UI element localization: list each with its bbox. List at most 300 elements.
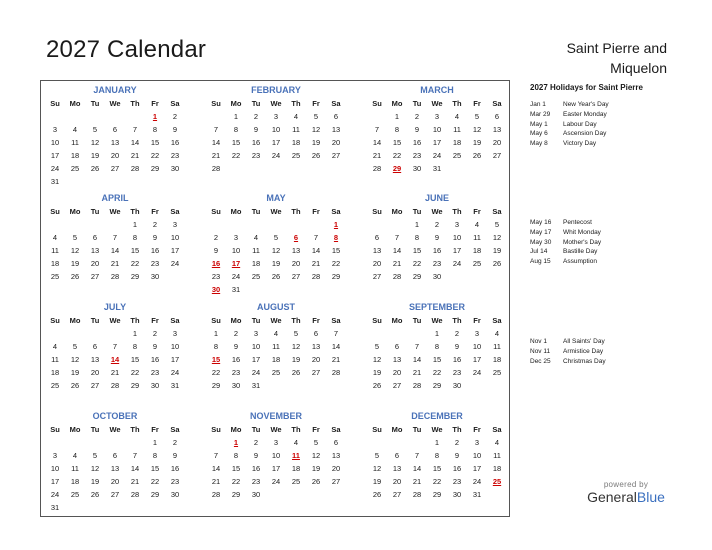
- empty-cell: [85, 327, 105, 340]
- day-cell: 12: [311, 451, 321, 460]
- empty-cell: [165, 501, 185, 514]
- day-cell: 19: [291, 355, 301, 364]
- day-cell: 31: [472, 490, 482, 499]
- day-cell: 8: [152, 451, 158, 460]
- empty-cell: [326, 162, 346, 175]
- day-cell: 24: [50, 490, 60, 499]
- weekday-label: Tu: [412, 207, 422, 216]
- weekday-label: Sa: [170, 207, 180, 216]
- week-row: [45, 175, 185, 188]
- empty-cell: [45, 436, 65, 449]
- day-cell: 1: [394, 112, 400, 121]
- weekday-label: Mo: [230, 425, 242, 434]
- holiday-item: [530, 110, 609, 120]
- day-cell: 17: [170, 246, 180, 255]
- day-cell: 5: [72, 342, 78, 351]
- day-cell: 21: [311, 259, 321, 268]
- day-cell: 7: [213, 125, 219, 134]
- week-row: [206, 488, 346, 501]
- empty-cell: [165, 175, 185, 188]
- day-cell: 11: [453, 125, 461, 134]
- day-cell: 26: [472, 151, 482, 160]
- day-cell: 7: [333, 329, 339, 338]
- day-cell: 10: [170, 233, 180, 242]
- month-september: [367, 300, 507, 392]
- empty-cell: [65, 327, 85, 340]
- empty-cell: [467, 270, 487, 283]
- week-row: [45, 462, 185, 475]
- day-cell: 25: [70, 164, 80, 173]
- day-cell: 7: [112, 233, 118, 242]
- weekday-label: Tu: [90, 207, 100, 216]
- empty-cell: [226, 218, 246, 231]
- weekday-label: Th: [291, 99, 301, 108]
- day-cell: 8: [152, 125, 158, 134]
- week-row: [45, 488, 185, 501]
- day-cell: 24: [271, 477, 281, 486]
- empty-cell: [246, 218, 266, 231]
- day-cell: 13: [90, 246, 100, 255]
- day-cell: 12: [311, 125, 321, 134]
- day-cell: 2: [414, 112, 420, 121]
- day-cell: 25: [291, 151, 301, 160]
- weekday-label: We: [431, 316, 443, 325]
- day-cell: 28: [130, 164, 140, 173]
- weekday-label: Fr: [312, 425, 320, 434]
- day-cell: 22: [412, 259, 422, 268]
- day-cell: 2: [253, 112, 259, 121]
- week-row: [206, 462, 346, 475]
- day-cell: 13: [331, 125, 341, 134]
- country-line-1: Saint Pierre and: [566, 40, 667, 56]
- day-cell: 16: [452, 464, 462, 473]
- day-cell: 10: [170, 342, 180, 351]
- week-row: [45, 244, 185, 257]
- week-row: [367, 123, 507, 136]
- day-cell: 10: [50, 464, 60, 473]
- day-cell: 23: [231, 368, 241, 377]
- day-cell: 22: [130, 259, 140, 268]
- empty-cell: [125, 436, 145, 449]
- day-cell: 9: [233, 342, 239, 351]
- day-cell: 22: [432, 477, 442, 486]
- day-cell: 23: [170, 151, 180, 160]
- empty-cell: [286, 379, 306, 392]
- day-cell: 24: [472, 477, 482, 486]
- weekday-label: Fr: [473, 425, 481, 434]
- day-cell: 8: [233, 125, 239, 134]
- day-cell: 12: [70, 246, 80, 255]
- day-cell: 1: [213, 329, 219, 338]
- weekday-header: [206, 205, 346, 218]
- day-cell: 15: [331, 246, 341, 255]
- day-cell: 10: [50, 138, 60, 147]
- day-cell: 7: [132, 451, 138, 460]
- day-cell: 3: [273, 438, 279, 447]
- day-cell: 9: [213, 246, 219, 255]
- weekday-label: Su: [372, 207, 382, 216]
- day-cell: 1: [414, 220, 420, 229]
- day-cell: 20: [392, 368, 402, 377]
- day-cell: 31: [251, 381, 261, 390]
- weekday-label: We: [109, 425, 121, 434]
- empty-cell: [226, 162, 246, 175]
- week-row: [367, 270, 507, 283]
- day-cell: 21: [211, 477, 221, 486]
- day-cell: 7: [132, 125, 138, 134]
- empty-cell: [105, 110, 125, 123]
- day-cell: 6: [313, 329, 319, 338]
- weekday-header: [367, 205, 507, 218]
- week-row: [206, 110, 346, 123]
- weekday-label: Su: [372, 425, 382, 434]
- day-cell: 5: [374, 451, 380, 460]
- day-cell: 12: [372, 355, 382, 364]
- weekday-label: Mo: [69, 207, 81, 216]
- week-row: [206, 162, 346, 175]
- month-november: [206, 409, 346, 501]
- day-cell: 5: [313, 112, 319, 121]
- weekday-label: Tu: [412, 425, 422, 434]
- day-cell: 21: [412, 368, 422, 377]
- weekday-label: Mo: [230, 99, 242, 108]
- holiday-date: Nov 11: [530, 347, 551, 355]
- empty-cell: [467, 162, 487, 175]
- day-cell: 23: [251, 477, 261, 486]
- weekday-label: Fr: [151, 425, 159, 434]
- day-cell: 24: [231, 272, 241, 281]
- holiday-item: [530, 218, 601, 228]
- holiday-list: [530, 218, 601, 267]
- day-cell: 8: [132, 233, 138, 242]
- day-cell: 4: [494, 438, 500, 447]
- week-row: [45, 218, 185, 231]
- weekday-label: Sa: [492, 425, 502, 434]
- weekday-label: Mo: [391, 425, 403, 434]
- holiday-day-cell: 30: [211, 285, 221, 294]
- day-cell: 19: [90, 151, 100, 160]
- day-cell: 27: [90, 272, 100, 281]
- day-cell: 1: [233, 112, 239, 121]
- day-cell: 16: [432, 246, 442, 255]
- holiday-name: New Year's Day: [563, 101, 609, 108]
- holiday-item: [530, 139, 609, 149]
- week-row: [367, 366, 507, 379]
- day-cell: 17: [472, 464, 482, 473]
- day-cell: 22: [231, 477, 241, 486]
- week-row: [45, 136, 185, 149]
- weekday-label: Tu: [251, 207, 261, 216]
- empty-cell: [206, 110, 226, 123]
- day-cell: 14: [372, 138, 382, 147]
- day-cell: 6: [394, 451, 400, 460]
- empty-cell: [487, 379, 507, 392]
- week-row: [367, 149, 507, 162]
- month-name: DECEMBER: [411, 411, 463, 421]
- day-cell: 14: [110, 246, 120, 255]
- day-cell: 29: [150, 490, 160, 499]
- day-cell: 16: [412, 138, 422, 147]
- day-cell: 27: [492, 151, 502, 160]
- day-cell: 24: [50, 164, 60, 173]
- holiday-date: Jul 14: [530, 248, 548, 256]
- day-cell: 14: [211, 138, 221, 147]
- day-cell: 20: [90, 368, 100, 377]
- day-cell: 20: [291, 259, 301, 268]
- day-cell: 2: [434, 220, 440, 229]
- day-cell: 4: [454, 112, 460, 121]
- powered-by-text: powered by: [603, 480, 649, 489]
- weekday-label: Sa: [492, 99, 502, 108]
- day-cell: 28: [412, 381, 422, 390]
- day-cell: 12: [291, 342, 301, 351]
- day-cell: 13: [331, 451, 341, 460]
- weekday-label: Su: [50, 316, 60, 325]
- day-cell: 24: [432, 151, 442, 160]
- week-row: [45, 231, 185, 244]
- empty-cell: [206, 436, 226, 449]
- empty-cell: [105, 218, 125, 231]
- day-cell: 18: [50, 259, 60, 268]
- weekday-label: Fr: [312, 207, 320, 216]
- day-cell: 9: [152, 342, 158, 351]
- day-cell: 13: [110, 464, 120, 473]
- week-row: [45, 123, 185, 136]
- holiday-day-cell: 6: [293, 233, 299, 242]
- weekday-label: Tu: [90, 425, 100, 434]
- month-january: [45, 83, 185, 188]
- day-cell: 4: [293, 112, 299, 121]
- week-row: [206, 283, 346, 296]
- empty-cell: [306, 379, 326, 392]
- day-cell: 18: [452, 138, 462, 147]
- weekday-header: [45, 97, 185, 110]
- weekday-label: Mo: [230, 316, 242, 325]
- day-cell: 17: [452, 246, 462, 255]
- weekday-label: Th: [452, 99, 462, 108]
- day-cell: 10: [271, 125, 281, 134]
- day-cell: 26: [291, 368, 301, 377]
- day-cell: 28: [211, 490, 221, 499]
- day-cell: 31: [432, 164, 442, 173]
- month-may: [206, 191, 346, 296]
- month-february: [206, 83, 346, 175]
- day-cell: 4: [494, 329, 500, 338]
- weekday-label: Mo: [230, 207, 242, 216]
- day-cell: 13: [392, 464, 402, 473]
- day-cell: 14: [331, 342, 341, 351]
- day-cell: 22: [392, 151, 402, 160]
- holiday-date: May 16: [530, 219, 552, 226]
- day-cell: 15: [130, 355, 140, 364]
- weekday-label: We: [431, 207, 443, 216]
- week-row: [367, 257, 507, 270]
- day-cell: 17: [251, 355, 261, 364]
- day-cell: 3: [52, 451, 58, 460]
- day-cell: 1: [132, 220, 138, 229]
- empty-cell: [145, 175, 165, 188]
- month-march: [367, 83, 507, 175]
- day-cell: 20: [392, 477, 402, 486]
- day-cell: 26: [311, 151, 321, 160]
- day-cell: 6: [92, 342, 98, 351]
- day-cell: 30: [150, 381, 160, 390]
- weekday-label: Sa: [492, 316, 502, 325]
- day-cell: 26: [311, 477, 321, 486]
- weekday-label: Th: [291, 425, 301, 434]
- day-cell: 5: [273, 233, 279, 242]
- day-cell: 26: [90, 164, 100, 173]
- weekday-label: Tu: [412, 316, 422, 325]
- day-cell: 13: [492, 125, 502, 134]
- weekday-header: [45, 314, 185, 327]
- empty-cell: [85, 110, 105, 123]
- day-cell: 18: [472, 246, 482, 255]
- month-name: MAY: [266, 193, 286, 203]
- day-cell: 29: [150, 164, 160, 173]
- day-cell: 28: [211, 164, 221, 173]
- day-cell: 22: [211, 368, 221, 377]
- empty-cell: [306, 218, 326, 231]
- month-april: [45, 191, 185, 283]
- week-row: [45, 449, 185, 462]
- empty-cell: [407, 436, 427, 449]
- weekday-label: Mo: [69, 425, 81, 434]
- weekday-header: [206, 97, 346, 110]
- day-cell: 19: [311, 138, 321, 147]
- week-row: [367, 340, 507, 353]
- day-cell: 9: [152, 233, 158, 242]
- month-august: [206, 300, 346, 392]
- day-cell: 22: [150, 151, 160, 160]
- day-cell: 6: [92, 233, 98, 242]
- day-cell: 9: [434, 233, 440, 242]
- empty-cell: [326, 379, 346, 392]
- holiday-item: [530, 129, 609, 139]
- day-cell: 21: [130, 477, 140, 486]
- day-cell: 6: [112, 451, 118, 460]
- week-row: [206, 327, 346, 340]
- week-row: [45, 110, 185, 123]
- day-cell: 18: [271, 355, 281, 364]
- day-cell: 22: [231, 151, 241, 160]
- page-title: 2027 Calendar: [46, 36, 207, 63]
- week-row: [367, 327, 507, 340]
- day-cell: 7: [313, 233, 319, 242]
- day-cell: 21: [110, 259, 120, 268]
- day-cell: 17: [432, 138, 442, 147]
- day-cell: 4: [72, 125, 78, 134]
- empty-cell: [306, 488, 326, 501]
- day-cell: 4: [52, 233, 58, 242]
- empty-cell: [105, 327, 125, 340]
- week-row: [206, 353, 346, 366]
- empty-cell: [367, 436, 387, 449]
- brand-blue: Blue: [636, 489, 665, 505]
- holiday-name: Christmas Day: [563, 357, 606, 365]
- day-cell: 30: [150, 272, 160, 281]
- month-june: [367, 191, 507, 283]
- weekday-label: Tu: [90, 316, 100, 325]
- holiday-date: May 17: [530, 228, 552, 236]
- holiday-day-cell: 14: [110, 355, 120, 364]
- day-cell: 9: [172, 451, 178, 460]
- day-cell: 16: [231, 355, 241, 364]
- day-cell: 11: [493, 451, 501, 460]
- day-cell: 3: [454, 220, 460, 229]
- day-cell: 8: [434, 342, 440, 351]
- day-cell: 23: [452, 368, 462, 377]
- empty-cell: [65, 218, 85, 231]
- calendar-grid: [40, 80, 510, 517]
- weekday-label: Mo: [69, 99, 81, 108]
- day-cell: 15: [412, 246, 422, 255]
- empty-cell: [85, 436, 105, 449]
- weekday-header: [367, 423, 507, 436]
- holiday-day-cell: 1: [333, 220, 339, 229]
- day-cell: 10: [251, 342, 261, 351]
- day-cell: 18: [251, 259, 261, 268]
- day-cell: 14: [412, 355, 422, 364]
- day-cell: 16: [170, 138, 180, 147]
- day-cell: 2: [172, 438, 178, 447]
- month-name: SEPTEMBER: [408, 302, 465, 312]
- brand-general: General: [587, 489, 637, 505]
- day-cell: 21: [372, 151, 382, 160]
- day-cell: 2: [454, 329, 460, 338]
- month-july: [45, 300, 185, 392]
- empty-cell: [266, 162, 286, 175]
- weekday-label: Su: [211, 99, 221, 108]
- empty-cell: [145, 501, 165, 514]
- day-cell: 30: [412, 164, 422, 173]
- day-cell: 12: [70, 355, 80, 364]
- month-name: APRIL: [101, 193, 129, 203]
- weekday-label: Su: [50, 207, 60, 216]
- day-cell: 11: [51, 246, 59, 255]
- day-cell: 11: [51, 355, 59, 364]
- day-cell: 26: [492, 259, 502, 268]
- day-cell: 20: [110, 151, 120, 160]
- weekday-label: Su: [50, 99, 60, 108]
- day-cell: 1: [152, 438, 158, 447]
- day-cell: 16: [251, 138, 261, 147]
- week-row: [206, 366, 346, 379]
- weekday-label: Sa: [170, 425, 180, 434]
- weekday-header: [206, 423, 346, 436]
- week-row: [206, 231, 346, 244]
- empty-cell: [45, 218, 65, 231]
- week-row: [367, 244, 507, 257]
- day-cell: 23: [432, 259, 442, 268]
- empty-cell: [125, 175, 145, 188]
- day-cell: 17: [271, 138, 281, 147]
- day-cell: 19: [372, 477, 382, 486]
- day-cell: 30: [432, 272, 442, 281]
- week-row: [45, 270, 185, 283]
- week-row: [367, 462, 507, 475]
- day-cell: 15: [150, 464, 160, 473]
- day-cell: 24: [271, 151, 281, 160]
- empty-cell: [387, 218, 407, 231]
- empty-cell: [105, 175, 125, 188]
- holiday-day-cell: 15: [211, 355, 221, 364]
- empty-cell: [326, 488, 346, 501]
- country-name: [507, 38, 667, 78]
- day-cell: 25: [492, 368, 502, 377]
- day-cell: 2: [253, 438, 259, 447]
- weekday-label: Th: [452, 207, 462, 216]
